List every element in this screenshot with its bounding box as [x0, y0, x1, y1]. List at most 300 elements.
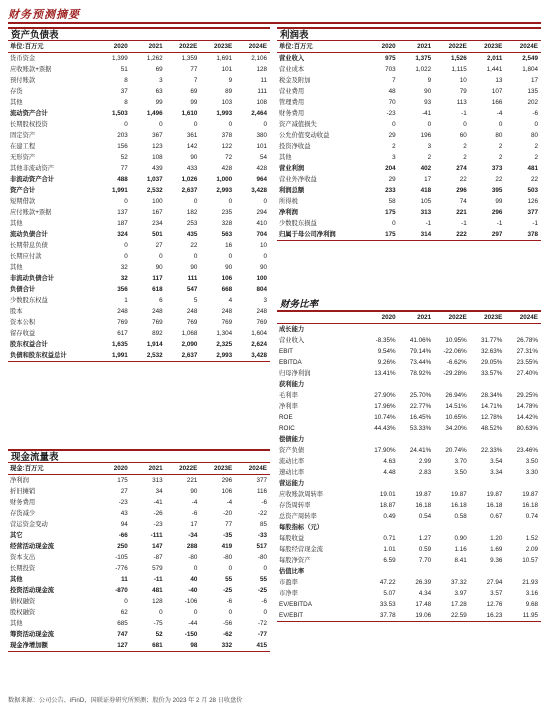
row-value: 1.69: [490, 546, 503, 553]
row-value: 122: [221, 143, 233, 150]
row-value: 16.18: [415, 502, 432, 509]
row-value: 235: [221, 209, 233, 216]
row-value: -80: [223, 554, 233, 561]
table-row: [8, 141, 270, 152]
row-value: 1: [124, 297, 128, 304]
row-value: 12.78%: [481, 414, 503, 421]
year-header: 2022E: [179, 465, 198, 472]
table-row: [8, 519, 270, 530]
row-value: 1.52: [525, 535, 538, 542]
row-value: -105: [115, 554, 128, 561]
row-value: 21.93: [522, 579, 538, 586]
row-value: -56: [223, 620, 233, 627]
row-value: 9: [427, 77, 432, 84]
row-value: 31.77%: [481, 337, 503, 344]
row-value: 367: [152, 132, 163, 139]
row-label: 存货周转率: [279, 502, 311, 509]
row-value: -870: [115, 587, 128, 594]
row-value: 156: [117, 143, 128, 150]
row-label: 筹资活动现金流: [10, 631, 55, 638]
row-label: 投资净收益: [279, 143, 311, 150]
row-value: 435: [186, 231, 198, 238]
empty-cell: [363, 434, 399, 445]
row-value: 503: [527, 187, 538, 194]
row-value: 328: [221, 220, 233, 227]
row-value: 964: [256, 176, 267, 183]
row-value: 0: [427, 121, 432, 128]
row-value: 402: [420, 165, 432, 172]
row-value: -34: [188, 532, 198, 539]
row-value: 1,304: [216, 330, 233, 337]
row-value: 2: [498, 143, 503, 150]
row-label: EBITDA: [279, 359, 302, 366]
row-value: -80: [257, 554, 267, 561]
table-row: [8, 552, 270, 563]
row-value: 296: [221, 477, 233, 484]
row-value: 85: [259, 521, 267, 528]
row-value: 0: [124, 121, 128, 128]
row-value: 2,106: [251, 55, 267, 62]
row-value: -6: [532, 110, 538, 117]
row-value: 29.05%: [481, 359, 503, 366]
row-value: 16.45%: [409, 414, 432, 421]
year-header: 2024E: [519, 314, 538, 321]
empty-cell: [505, 478, 541, 489]
year-header: 2021: [148, 43, 163, 50]
row-value: -25: [223, 587, 233, 594]
table-row: [277, 163, 541, 174]
row-value: 3,428: [251, 352, 267, 359]
row-value: 3.30: [525, 469, 538, 476]
row-value: 8: [124, 99, 128, 106]
unit-label: 现金:百万元: [10, 465, 44, 472]
row-value: 72: [225, 154, 233, 161]
group-row: [277, 324, 541, 336]
balance-sheet-title: 资产负债表: [8, 27, 270, 41]
row-value: 62: [120, 609, 128, 616]
row-value: 0: [463, 121, 467, 128]
row-value: 70: [388, 99, 396, 106]
row-value: 377: [527, 209, 538, 216]
row-value: 0: [159, 121, 163, 128]
row-value: -20: [223, 510, 233, 517]
table-row: [277, 64, 541, 75]
row-value: 0: [193, 253, 198, 260]
empty-cell: [399, 522, 435, 533]
row-value: 90: [190, 264, 198, 271]
row-value: 2.83: [418, 469, 432, 476]
row-value: -6: [261, 499, 267, 506]
row-label: 流动负债合计: [10, 231, 48, 238]
row-value: 0: [228, 121, 233, 128]
row-value: 1,503: [112, 110, 128, 117]
row-value: 29: [388, 176, 396, 183]
row-value: 418: [420, 187, 432, 194]
row-value: 1.27: [418, 535, 432, 542]
row-value: 1,991: [112, 352, 128, 359]
year-header: 2021: [417, 43, 432, 50]
row-value: 34: [155, 488, 163, 495]
table-row: [8, 218, 270, 229]
empty-cell: [399, 324, 435, 336]
table-row: [277, 207, 541, 218]
table-row: [277, 152, 541, 163]
row-value: 33.57%: [481, 370, 503, 377]
row-value: 0: [263, 565, 267, 572]
row-value: 428: [256, 165, 267, 172]
row-value: 41.06%: [409, 337, 432, 344]
empty-cell: [434, 522, 470, 533]
row-value: 77: [120, 165, 128, 172]
row-value: 488: [117, 176, 128, 183]
row-value: 113: [456, 99, 467, 106]
table-row: [8, 618, 270, 629]
row-value: 196: [420, 132, 432, 139]
row-value: 106: [221, 488, 233, 495]
row-value: 74: [459, 198, 467, 205]
row-value: 22: [459, 176, 467, 183]
table-row: [8, 240, 270, 251]
row-value: 234: [152, 220, 163, 227]
row-value: 37: [120, 88, 128, 95]
row-value: 0: [124, 242, 128, 249]
row-value: 117: [152, 275, 163, 282]
table-row: [8, 497, 270, 508]
row-label: 市净率: [279, 590, 298, 597]
table-row: [8, 574, 270, 585]
row-value: 0: [193, 198, 198, 205]
row-value: 4.48: [383, 469, 396, 476]
table-row: [277, 401, 541, 412]
row-value: 419: [221, 543, 233, 550]
row-label: 总资产周转率: [279, 513, 317, 520]
row-value: 294: [256, 209, 267, 216]
row-value: -22: [257, 510, 267, 517]
table-row: [8, 629, 270, 640]
row-value: 32: [120, 264, 128, 271]
row-value: 517: [256, 543, 267, 550]
row-label: 存货: [10, 88, 23, 95]
row-value: -1: [532, 220, 538, 227]
row-value: 78.92%: [409, 370, 432, 377]
row-label: 其它: [10, 532, 23, 539]
row-label: 资本公积: [10, 319, 36, 326]
table-row: [277, 229, 541, 241]
row-value: 27.31%: [516, 348, 538, 355]
row-label: 其他: [10, 620, 23, 627]
year-header: 2024E: [519, 43, 538, 50]
row-value: 1,691: [216, 55, 233, 62]
row-value: 142: [186, 143, 198, 150]
row-value: 26.94%: [445, 392, 467, 399]
row-value: 297: [491, 231, 503, 238]
row-value: 175: [117, 477, 128, 484]
row-label: 货币资金: [10, 55, 36, 62]
table-row: [277, 588, 541, 599]
table-row: [8, 596, 270, 607]
row-value: 1,022: [415, 66, 432, 73]
row-value: 3: [392, 154, 396, 161]
table-row: [277, 456, 541, 467]
row-label: 营业外净收益: [279, 176, 317, 183]
table-row: [8, 53, 270, 65]
row-value: 9.54%: [377, 348, 396, 355]
year-header: 2024E: [248, 43, 267, 50]
row-label: 税金及附加: [279, 77, 311, 84]
row-value: 52: [155, 631, 163, 638]
row-label: 利润总额: [279, 187, 305, 194]
row-value: 3.34: [490, 469, 503, 476]
row-value: 166: [491, 99, 503, 106]
table-row: [8, 563, 270, 574]
row-value: 16.18: [522, 502, 538, 509]
row-label: 营运资金变动: [10, 521, 48, 528]
row-value: 8: [124, 77, 128, 84]
row-value: 19.87: [451, 491, 467, 498]
table-header-row: [277, 41, 541, 53]
year-header: 2020: [113, 465, 128, 472]
row-label: 投资活动现金流: [10, 587, 55, 594]
cash-flow-title: 现金流量表: [8, 449, 270, 463]
row-value: 0: [534, 121, 538, 128]
row-value: 5.07: [383, 590, 396, 597]
table-row: [277, 445, 541, 456]
ratios-panel: [277, 298, 541, 622]
row-label: 留存收益: [10, 330, 36, 337]
data-source-note: 数据来源：公司公告、iFinD，国联证券研究所预测；股价为 2023 年 2 月 28 日收盘价: [8, 697, 243, 704]
row-value: 0: [228, 253, 233, 260]
row-value: 175: [385, 231, 396, 238]
table-row: [8, 174, 270, 185]
row-value: 127: [117, 642, 128, 649]
row-value: 99: [495, 198, 503, 205]
row-label: 估值比率: [279, 568, 305, 575]
row-value: 0.71: [383, 535, 396, 542]
row-label: 速动比率: [279, 469, 305, 476]
row-value: 0.54: [418, 513, 432, 520]
row-value: 2: [498, 154, 503, 161]
row-label: 短期借款: [10, 198, 36, 205]
table-row: [277, 97, 541, 108]
row-value: 415: [256, 642, 267, 649]
row-value: -6: [261, 598, 267, 605]
row-value: 296: [491, 209, 503, 216]
row-label: 流动资产合计: [10, 110, 48, 117]
row-label: 股东权益合计: [10, 341, 48, 348]
table-row: [8, 185, 270, 196]
row-value: 37.78: [379, 612, 396, 619]
row-label: 归属于母公司净利润: [279, 231, 336, 238]
row-value: 48.52%: [481, 425, 503, 432]
row-value: 16.18: [451, 502, 467, 509]
row-value: 9: [228, 77, 233, 84]
empty-cell: [505, 379, 541, 390]
row-label: EV/EBIT: [279, 612, 304, 619]
row-label: 营业费用: [279, 88, 305, 95]
title-rule: [8, 22, 541, 24]
row-value: 187: [117, 220, 128, 227]
row-value: 769: [152, 319, 163, 326]
row-value: 107: [491, 88, 503, 95]
row-label: 其他非流动资产: [10, 165, 55, 172]
row-value: 12.76: [486, 601, 503, 608]
table-row: [277, 86, 541, 97]
row-label: 其他: [10, 576, 23, 583]
row-label: 应收账款周转率: [279, 491, 324, 498]
row-value: 14.51%: [445, 403, 467, 410]
row-value: 975: [385, 55, 396, 62]
row-value: 2,464: [251, 110, 267, 117]
table-row: [8, 273, 270, 284]
table-row: [277, 412, 541, 423]
row-value: 0.67: [490, 513, 503, 520]
row-value: 4.63: [383, 458, 396, 465]
row-value: -6: [191, 510, 198, 517]
row-value: 248: [117, 308, 128, 315]
row-value: -29.28%: [443, 370, 467, 377]
row-value: 99: [155, 99, 163, 106]
row-value: 547: [186, 286, 198, 293]
row-label: 归母净利润: [279, 370, 311, 377]
table-row: [8, 607, 270, 618]
row-value: -62: [223, 631, 233, 638]
unit-label: 单位:百万元: [279, 43, 313, 50]
row-value: -6.62%: [446, 359, 467, 366]
row-value: 1,068: [181, 330, 198, 337]
cash-flow-panel: [8, 449, 270, 652]
row-value: 27.90%: [374, 392, 396, 399]
empty-cell: [363, 379, 399, 390]
table-row: [277, 544, 541, 555]
group-row: [277, 478, 541, 489]
row-value: 29: [388, 132, 396, 139]
row-label: 流动比率: [279, 458, 305, 465]
row-value: 0: [193, 565, 198, 572]
row-label: 财务费用: [279, 110, 305, 117]
row-value: 27.40%: [516, 370, 538, 377]
year-header: 2021: [417, 314, 432, 321]
table-row: [277, 53, 541, 65]
row-value: 685: [117, 620, 128, 627]
row-value: 2.99: [418, 458, 432, 465]
row-value: -23: [386, 110, 396, 117]
row-value: 80: [495, 132, 503, 139]
row-label: ROE: [279, 414, 293, 421]
table-row: [277, 599, 541, 610]
row-value: 0: [228, 198, 233, 205]
row-value: 16.18: [486, 502, 503, 509]
row-label: 管理费用: [279, 99, 305, 106]
row-label: 在建工程: [10, 143, 36, 150]
row-value: 373: [491, 165, 503, 172]
row-label: 获利能力: [279, 381, 305, 388]
table-row: [8, 475, 270, 487]
row-value: 10: [459, 77, 467, 84]
row-value: 769: [117, 319, 128, 326]
empty-cell: [470, 379, 506, 390]
row-value: 1,526: [451, 55, 467, 62]
row-value: 80.63%: [516, 425, 538, 432]
row-value: 377: [256, 477, 267, 484]
row-value: 2,549: [522, 55, 538, 62]
empty-cell: [434, 324, 470, 336]
row-value: -23: [153, 521, 163, 528]
row-value: 769: [186, 319, 198, 326]
row-value: 23.55%: [516, 359, 538, 366]
row-label: 长期带息负债: [10, 242, 48, 249]
row-label: 非流动负债合计: [10, 275, 55, 282]
row-value: 1,375: [415, 55, 432, 62]
row-value: -11: [153, 576, 163, 583]
row-value: 233: [385, 187, 396, 194]
row-value: -1: [461, 110, 467, 117]
row-value: 128: [256, 66, 267, 73]
table-row: [277, 75, 541, 86]
row-value: 10.65%: [445, 414, 467, 421]
row-value: -23: [118, 499, 128, 506]
row-value: 9.36: [490, 557, 503, 564]
row-value: 135: [527, 88, 538, 95]
row-value: 27.94: [486, 579, 503, 586]
row-value: 2: [534, 154, 538, 161]
row-value: 90: [155, 264, 163, 271]
row-value: 55: [225, 576, 233, 583]
row-value: 94: [120, 521, 128, 528]
row-value: 137: [117, 209, 128, 216]
row-value: 27: [120, 488, 128, 495]
row-value: 11: [260, 77, 267, 84]
row-value: 1,914: [146, 341, 163, 348]
row-label: 每股指标（元）: [279, 524, 324, 531]
row-value: -87: [153, 554, 163, 561]
row-value: 19.87: [522, 491, 538, 498]
row-value: 19.06: [415, 612, 432, 619]
row-value: 17: [190, 521, 198, 528]
table-row: [8, 328, 270, 339]
row-value: 43: [120, 510, 128, 517]
empty-cell: [434, 434, 470, 445]
row-value: 0: [193, 609, 198, 616]
row-value: 248: [186, 308, 198, 315]
row-value: 19.87: [486, 491, 503, 498]
row-value: 19.01: [379, 491, 396, 498]
row-value: -72: [257, 620, 267, 627]
row-value: 3.50: [525, 458, 538, 465]
row-value: 274: [456, 165, 467, 172]
row-value: -150: [184, 631, 198, 638]
row-value: 2,532: [146, 187, 163, 194]
row-label: 经营活动现金流: [10, 543, 55, 550]
table-header-row: [277, 312, 541, 324]
table-row: [277, 141, 541, 152]
table-row: [277, 489, 541, 500]
row-value: 0: [263, 253, 267, 260]
row-value: 3.16: [525, 590, 538, 597]
table-row: [277, 346, 541, 357]
row-value: -1: [425, 220, 432, 227]
row-value: 481: [152, 587, 163, 594]
table-row: [277, 335, 541, 346]
table-row: [8, 108, 270, 119]
group-row: [277, 434, 541, 445]
table-row: [8, 152, 270, 163]
empty-cell: [505, 522, 541, 533]
row-value: 93: [424, 99, 432, 106]
row-value: 16: [225, 242, 233, 249]
row-value: -4: [496, 110, 503, 117]
row-label: 非流动资产合计: [10, 176, 55, 183]
row-value: -8.35%: [375, 337, 396, 344]
